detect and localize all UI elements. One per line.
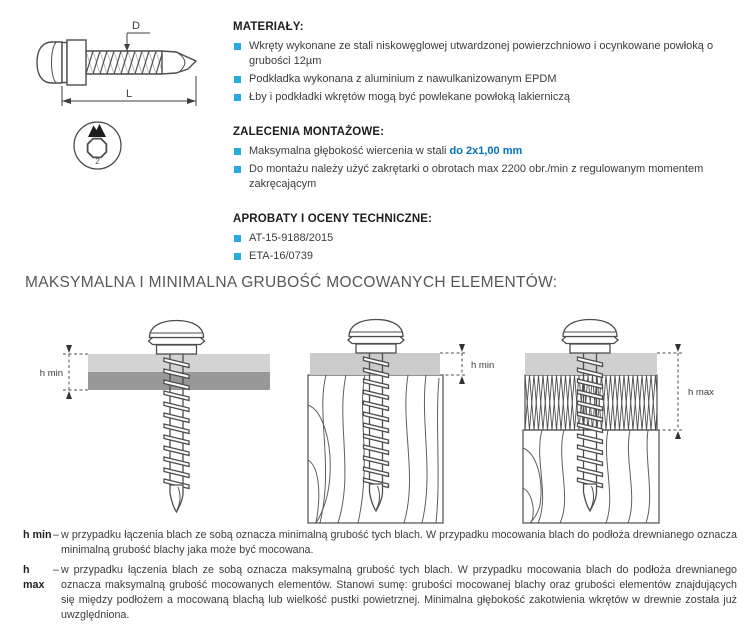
- section-materials: [233, 21, 738, 105]
- definition-text: w przypadku łączenia blach ze sobą oznacza maksymalną grubość tych blach. W przypadku mocowania blach do podłoża drewnianego oznacza maksymalną grubość mocowanych elementów. Stanowi sumę: grubości mocowanej blachy oraz grubości elementów znajdujących się między podłożem a mocowaną blachą lub wielkość pustki powietrznej. Minimalna głębokość zakotwienia wkrętów w drewnie została już uwzględniona.: [61, 564, 737, 621]
- screw: [149, 321, 205, 513]
- arrow-up-icon: [459, 376, 465, 384]
- arrow-right-icon: [187, 98, 196, 104]
- bullet-text: Podkładka wykonana z aluminium z nawulkanizowanym EPDM: [249, 73, 557, 85]
- list-item: [233, 39, 725, 69]
- list-item: [233, 144, 725, 159]
- definition-row: [23, 563, 737, 623]
- dimension-label: h min: [39, 368, 63, 379]
- list-item: [233, 231, 725, 246]
- list-item: [233, 90, 725, 105]
- diameter-label: D: [132, 20, 140, 32]
- screw-side-view: [37, 40, 196, 85]
- definition-row: [23, 528, 737, 558]
- bullet-text: ETA-16/0739: [249, 250, 314, 262]
- diagram-sheet-on-wood: [290, 310, 510, 530]
- bullet-square-icon: [234, 43, 241, 50]
- bullet-text: AT-15-9188/2015: [249, 232, 334, 244]
- section-title: MATERIAŁY:: [233, 21, 304, 33]
- bullet-text: Wkręty wykonane ze stali niskowęglowej utwardzonej powierzchniowo i ocynkowane powłoką o grubości 12µm: [249, 40, 714, 67]
- bullet-square-icon: [234, 76, 241, 83]
- arrow-left-icon: [62, 98, 71, 104]
- dimension-label: h min: [471, 360, 495, 371]
- bullet-square-icon: [234, 94, 241, 101]
- arrow-up-icon: [66, 391, 72, 399]
- bullet-square-icon: [234, 253, 241, 260]
- drive-socket: [88, 139, 107, 158]
- arrow-down-icon: [66, 345, 72, 353]
- page-title: MAKSYMALNA I MINIMALNA GRUBOŚĆ MOCOWANYCH ELEMENTÓW:: [25, 274, 558, 291]
- drive-size-label: 2: [95, 156, 100, 166]
- definition-term: h max: [23, 564, 45, 591]
- definition-term: h min: [23, 529, 52, 541]
- definition-separator: –: [53, 564, 59, 576]
- section-title: APROBATY I OCENY TECHNICZNE:: [233, 213, 433, 225]
- drill-tip: [162, 51, 196, 74]
- dimension-h-max: [657, 353, 684, 430]
- list-item: [233, 72, 725, 87]
- diagram-two-sheets: [30, 310, 280, 530]
- bullet-square-icon: [234, 235, 241, 242]
- screw-dome-head: [37, 42, 62, 83]
- diagram-sheet-insulation-wood: [510, 310, 747, 530]
- definitions: [0, 528, 747, 628]
- drive-head-view: [74, 122, 121, 169]
- info-panel: [233, 21, 738, 267]
- dimension-label: h max: [688, 387, 714, 398]
- section-title: ZALECENIA MONTAŻOWE:: [233, 126, 385, 138]
- definition-text: w przypadku łączenia blach ze sobą oznacza minimalną grubość tych blach. W przypadku mocowania blach do podłoża drewnianego oznacza minimalną grubość blachy jaka może być mocowana.: [61, 529, 737, 556]
- washer: [67, 40, 86, 85]
- arrow-down-icon: [675, 344, 681, 352]
- technical-drawing: [10, 10, 230, 190]
- arrow-down-icon: [459, 344, 465, 352]
- dimension-h-min: [63, 354, 88, 390]
- section-approvals: [233, 213, 738, 264]
- arrow-down-icon: [124, 44, 130, 51]
- list-item: [233, 249, 725, 264]
- definition-separator: –: [53, 529, 59, 541]
- bullet-text: Do montażu należy użyć zakrętarki o obrotach max 2200 obr./min z regulowanym momentem zakręcającym: [249, 163, 704, 190]
- bullet-square-icon: [234, 166, 241, 173]
- length-label: L: [125, 88, 133, 100]
- arrow-up-icon: [675, 431, 681, 439]
- bullet-text: Maksymalna głębokość wiercenia w stali do 2x1,00 mm: [249, 145, 523, 157]
- thread: [86, 51, 162, 74]
- bullet-text: Łby i podkładki wkrętów mogą być powlekane powłoką lakierniczą: [249, 91, 570, 103]
- list-item: [233, 162, 725, 192]
- section-assembly-recommendations: [233, 126, 738, 192]
- bullet-square-icon: [234, 148, 241, 155]
- highlighted-value: do 2x1,00 mm: [449, 145, 523, 157]
- dimension-h-min: [440, 353, 467, 375]
